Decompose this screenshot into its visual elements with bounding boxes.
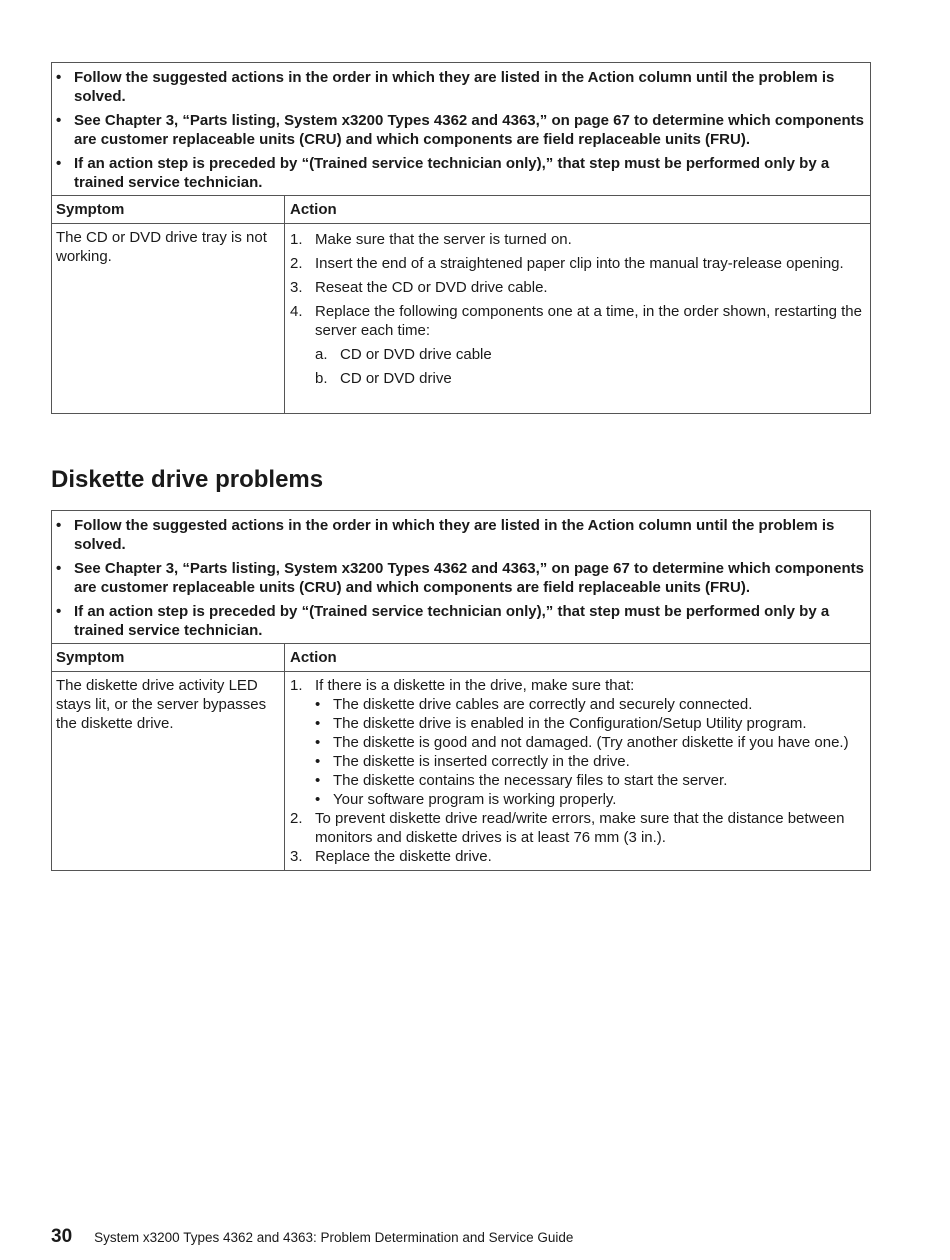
symptom-cell: The diskette drive activity LED stays lit, or the server bypasses the diskette drive.: [52, 672, 285, 870]
bullet-icon: •: [315, 753, 321, 770]
table-header-row: [52, 196, 870, 224]
sub-step: a. CD or DVD drive cable: [315, 346, 492, 363]
note-item: • If an action step is preceded by “(Trained service technician only),” that step must be performed only by a trained service technician.: [56, 603, 830, 639]
page-footer: [51, 1226, 573, 1248]
bullet-icon: •: [56, 517, 62, 534]
bullet-icon: •: [56, 603, 62, 620]
bullet-icon: •: [56, 560, 62, 577]
action-cell: [285, 224, 870, 413]
table-row: [52, 672, 870, 870]
action-header: Action: [290, 201, 337, 218]
sub-step: b. CD or DVD drive: [315, 370, 452, 387]
table-header-row: [52, 644, 870, 672]
check-item: • The diskette is inserted correctly in the drive.: [315, 753, 630, 770]
symptom-header: Symptom: [52, 644, 285, 671]
bullet-icon: •: [315, 772, 321, 789]
note-item: • See Chapter 3, “Parts listing, System x3200 Types 4362 and 4363,” on page 67 to determine which components are customer replaceable units (CRU) and which components are field replaceable units (FRU).: [56, 112, 865, 148]
action-header: Action: [290, 649, 337, 666]
action-step: 2. To prevent diskette drive read/write errors, make sure that the distance between monitors and diskette drives is at least 76 mm (3 in.).: [290, 810, 845, 846]
action-steps: [290, 676, 864, 866]
action-step: 3. Reseat the CD or DVD drive cable.: [290, 279, 548, 296]
table-notes: [52, 63, 870, 196]
bullet-icon: •: [315, 715, 321, 732]
note-item: • Follow the suggested actions in the order in which they are listed in the Action column until the problem is solved.: [56, 517, 835, 553]
bullet-icon: •: [315, 791, 321, 808]
check-item: • The diskette contains the necessary files to start the server.: [315, 772, 728, 789]
check-item: • The diskette is good and not damaged. (Try another diskette if you have one.): [315, 734, 849, 751]
table-row: [52, 224, 870, 413]
note-item: • Follow the suggested actions in the order in which they are listed in the Action column until the problem is solved.: [56, 69, 835, 105]
action-step: 1. If there is a diskette in the drive, make sure that: • The diskette drive cables are correctly and securely connected. • The diskette drive is enabled in the Configuration/Setup Utility program. • The diskette is good and not damaged. (Try another diskette if you have one.) • The diskette is inserted correctly in the drive. • The diskette contains the necessary files to start the server. • Your software program is working properly.: [290, 676, 864, 809]
footer-title: System x3200 Types 4362 and 4363: Problem Determination and Service Guide: [94, 1230, 574, 1245]
check-item: • The diskette drive is enabled in the Configuration/Setup Utility program.: [315, 715, 807, 732]
bullet-icon: •: [315, 734, 321, 751]
bullet-icon: •: [56, 112, 62, 129]
action-step: 1. Make sure that the server is turned on.: [290, 231, 572, 248]
symptom-header: Symptom: [52, 196, 285, 223]
action-step: 2. Insert the end of a straightened paper clip into the manual tray-release opening.: [290, 255, 844, 272]
bullet-icon: •: [56, 69, 62, 86]
action-step: 3. Replace the diskette drive.: [290, 848, 492, 865]
cd-dvd-problems-table: [51, 62, 871, 414]
note-item: • See Chapter 3, “Parts listing, System x3200 Types 4362 and 4363,” on page 67 to determine which components are customer replaceable units (CRU) and which components are field replaceable units (FRU).: [56, 560, 865, 596]
symptom-cell: The CD or DVD drive tray is not working.: [52, 224, 285, 413]
action-step: 4. Replace the following components one at a time, in the order shown, restarting the server each time: a. CD or DVD drive cable b. CD or DVD drive: [290, 302, 864, 388]
check-item: • The diskette drive cables are correctly and securely connected.: [315, 696, 753, 713]
note-item: • If an action step is preceded by “(Trained service technician only),” that step must be performed only by a trained service technician.: [56, 155, 830, 191]
section-title: Diskette drive problems: [51, 466, 324, 493]
page-number: 30: [51, 1226, 73, 1247]
check-item: • Your software program is working properly.: [315, 791, 617, 808]
table-notes: [52, 511, 870, 644]
diskette-problems-table: [51, 510, 871, 871]
bullet-icon: •: [315, 696, 321, 713]
action-cell: [285, 672, 870, 870]
action-steps: [290, 230, 864, 388]
bullet-icon: •: [56, 155, 62, 172]
